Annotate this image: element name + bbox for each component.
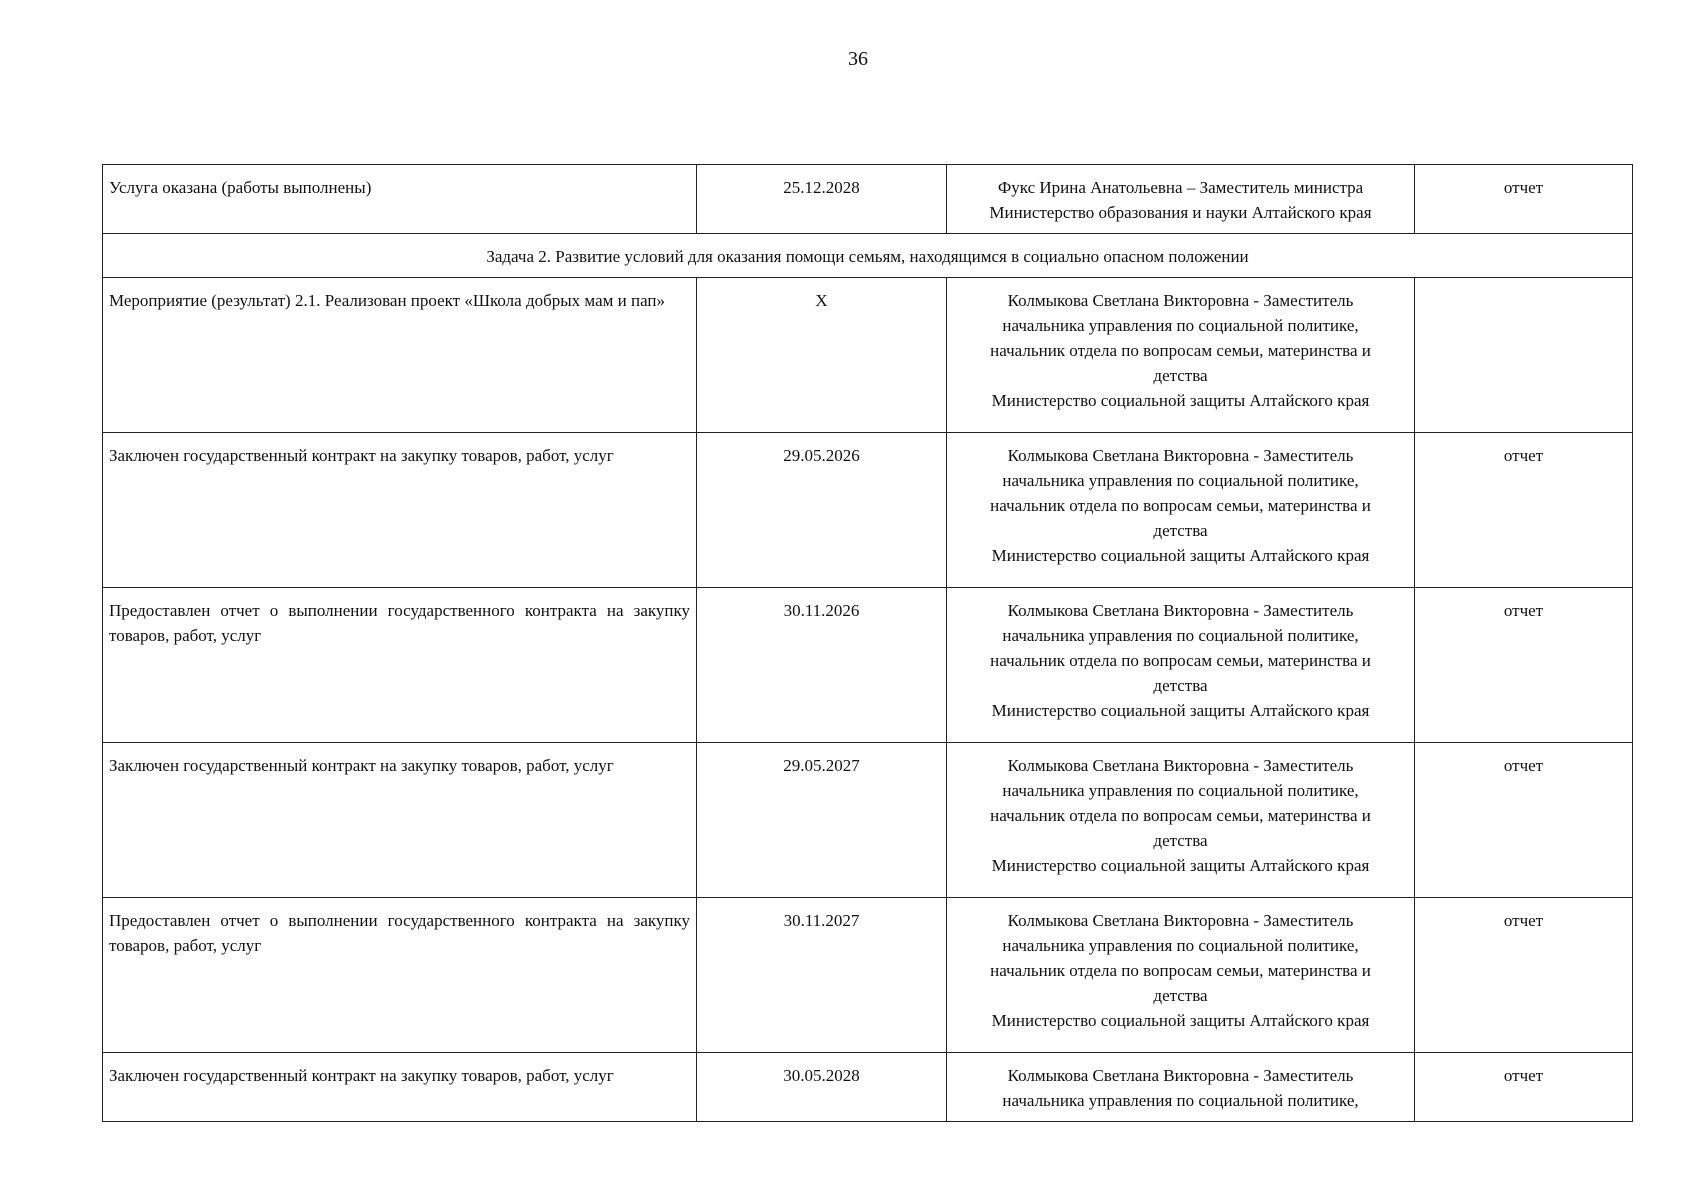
responsible-line: Министерство социальной защиты Алтайского края	[991, 856, 1370, 875]
responsible-line: Колмыкова Светлана Викторовна - Заместитель	[1007, 911, 1354, 930]
responsible-line: начальника управления по социальной политике,	[1002, 1091, 1359, 1110]
responsible-line: Фукс Ирина Анатольевна – Заместитель министра	[997, 178, 1364, 197]
responsible-line: начальника управления по социальной политике,	[1002, 471, 1359, 490]
table-row	[103, 898, 1633, 1053]
responsible-line: Колмыкова Светлана Викторовна - Заместитель	[1007, 446, 1354, 465]
date-cell: X	[697, 278, 947, 433]
responsible-line: Колмыкова Светлана Викторовна - Заместитель	[1007, 756, 1354, 775]
responsible-line: Министерство социальной защиты Алтайского края	[991, 546, 1370, 565]
responsible-line: начальник отдела по вопросам семьи, материнства и	[990, 651, 1371, 670]
control-points-table	[102, 164, 1633, 1122]
document-cell: отчет	[1415, 433, 1633, 588]
responsible-line: Министерство социальной защиты Алтайского края	[991, 701, 1370, 720]
table-row	[103, 165, 1633, 234]
table-row	[103, 433, 1633, 588]
responsible-line: Министерство образования и науки Алтайского края	[989, 203, 1372, 222]
document-cell: отчет	[1415, 743, 1633, 898]
responsible-cell	[947, 433, 1415, 588]
event-cell: Заключен государственный контракт на закупку товаров, работ, услуг	[103, 1053, 697, 1122]
date-cell: 30.11.2026	[697, 588, 947, 743]
responsible-cell	[947, 743, 1415, 898]
event-cell: Заключен государственный контракт на закупку товаров, работ, услуг	[103, 743, 697, 898]
event-cell: Заключен государственный контракт на закупку товаров, работ, услуг	[103, 433, 697, 588]
responsible-line: детства	[1153, 831, 1208, 850]
responsible-cell	[947, 278, 1415, 433]
responsible-line: Колмыкова Светлана Викторовна - Заместитель	[1007, 601, 1354, 620]
event-cell: Услуга оказана (работы выполнены)	[103, 165, 697, 234]
document-cell: отчет	[1415, 898, 1633, 1053]
responsible-cell	[947, 165, 1415, 234]
responsible-cell	[947, 1053, 1415, 1122]
responsible-line: начальника управления по социальной политике,	[1002, 781, 1359, 800]
responsible-line: начальник отдела по вопросам семьи, материнства и	[990, 496, 1371, 515]
page-number: 36	[848, 48, 868, 70]
responsible-cell	[947, 588, 1415, 743]
event-cell: Мероприятие (результат) 2.1. Реализован проект «Школа добрых мам и пап»	[103, 278, 697, 433]
responsible-line: Колмыкова Светлана Викторовна - Заместитель	[1007, 291, 1354, 310]
event-cell: Предоставлен отчет о выполнении государственного контракта на закупку товаров, работ, услуг	[103, 588, 697, 743]
table-row	[103, 278, 1633, 433]
responsible-line: начальника управления по социальной политике,	[1002, 316, 1359, 335]
table-row	[103, 588, 1633, 743]
responsible-line: Министерство социальной защиты Алтайского края	[991, 391, 1370, 410]
date-cell: 25.12.2028	[697, 165, 947, 234]
responsible-line: детства	[1153, 986, 1208, 1005]
date-cell: 29.05.2026	[697, 433, 947, 588]
responsible-line: Колмыкова Светлана Викторовна - Заместитель	[1007, 1066, 1354, 1085]
responsible-cell	[947, 898, 1415, 1053]
date-cell: 29.05.2027	[697, 743, 947, 898]
task-heading: Задача 2. Развитие условий для оказания помощи семьям, находящимся в социально опасном положении	[103, 234, 1633, 278]
date-cell: 30.05.2028	[697, 1053, 947, 1122]
responsible-line: начальника управления по социальной политике,	[1002, 936, 1359, 955]
responsible-line: Министерство социальной защиты Алтайского края	[991, 1011, 1370, 1030]
responsible-line: начальник отдела по вопросам семьи, материнства и	[990, 961, 1371, 980]
responsible-line: детства	[1153, 366, 1208, 385]
document-cell: отчет	[1415, 165, 1633, 234]
document-cell	[1415, 278, 1633, 433]
task-heading-row	[103, 234, 1633, 278]
responsible-line: начальник отдела по вопросам семьи, материнства и	[990, 341, 1371, 360]
responsible-line: начальник отдела по вопросам семьи, материнства и	[990, 806, 1371, 825]
table-row	[103, 1053, 1633, 1122]
responsible-line: детства	[1153, 676, 1208, 695]
document-cell: отчет	[1415, 1053, 1633, 1122]
table-row	[103, 743, 1633, 898]
document-cell: отчет	[1415, 588, 1633, 743]
date-cell: 30.11.2027	[697, 898, 947, 1053]
event-cell: Предоставлен отчет о выполнении государственного контракта на закупку товаров, работ, услуг	[103, 898, 697, 1053]
responsible-line: начальника управления по социальной политике,	[1002, 626, 1359, 645]
responsible-line: детства	[1153, 521, 1208, 540]
